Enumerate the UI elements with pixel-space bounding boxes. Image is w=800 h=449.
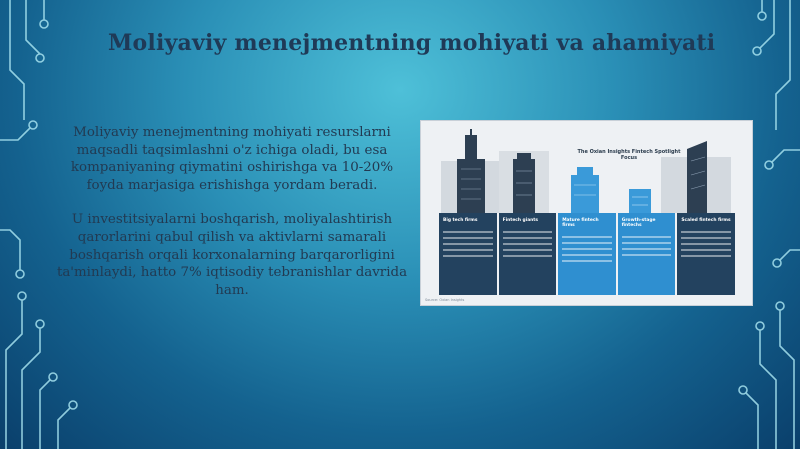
- figure-title: The Oxian Insights Fintech Spotlight Focus: [577, 149, 681, 161]
- panel-label: Mature fintech firms: [562, 218, 599, 228]
- panel-mature-fintech: [558, 213, 616, 295]
- panel-fintech-giants: [499, 213, 557, 295]
- paragraph-1: Moliyaviy menejmentning mohiyati resurslarni maqsadli taqsimlashni o'z ichiga oladi, bu esa kompaniyaning qiymatini oshirishga va 10-20% foyda marjasiga erishishga yordam beradi.: [70, 125, 394, 193]
- fintech-figure: [420, 120, 753, 306]
- panel-label: Fintech giants: [502, 218, 539, 223]
- slide-body: [52, 124, 412, 316]
- paragraph-2: U investitsiyalarni boshqarish, moliyalashtirish qarorlarini qabul qilish va aktivlarni samarali boshqarish orqali korxonalarning barqarorligini ta'minlaydi, hatto 7% iqtisodiy tebranishlar davrida ham.: [56, 212, 408, 298]
- panel-label: Growth-stage fintechs: [621, 218, 656, 228]
- slide-title: Moliyaviy menejmentning mohiyati va ahamiyati: [108, 30, 716, 56]
- figure-footer: Source: Oxian Insights: [425, 298, 465, 302]
- panel-big-tech: [439, 213, 497, 295]
- panel-growth-fintech: [618, 213, 676, 295]
- panel-label: Scaled fintech firms: [681, 218, 731, 223]
- figure-panels: [439, 213, 735, 295]
- panel-scaled-fintech: [677, 213, 735, 295]
- panel-label: Big tech firms: [443, 218, 478, 223]
